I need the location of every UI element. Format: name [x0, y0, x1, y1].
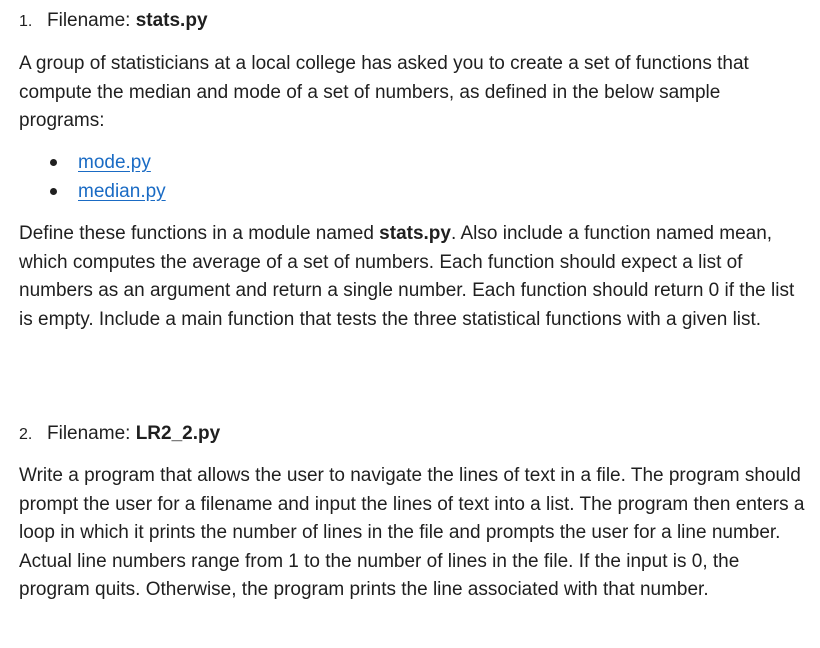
section-2-number: 2.	[19, 426, 33, 443]
section-2-body: Write a program that allows the user to navigate the lines of text in a file. The program should prompt the user for a filename and input the lines of text into a list. The program then enters a loop in which it prints the number of lines in the file and prompts the user for a line number. Actual line numbers range from 1 to the number of lines in the file. If the input is 0, the program quits. Otherwise, the program prints the line associated with that number.	[19, 465, 805, 601]
module-name: stats.py	[379, 223, 451, 244]
section-1-number: 1.	[19, 13, 33, 30]
bullet-icon	[50, 159, 57, 166]
section-1-heading	[19, 9, 208, 34]
section-2-heading	[19, 422, 220, 447]
body-text-end: . Also include a function named mean, which computes the average of a set of numbers. Each function should expect a list of numbers as an argument and return a single number. Each function should return 0 if the list is empty. Include a main function that tests the three statistical functions with a given list.	[19, 223, 795, 330]
section-1-intro: A group of statisticians at a local college has asked you to create a set of functions that compute the median and mode of a set of numbers, as defined in the below sample programs:	[19, 53, 749, 132]
bullet-icon	[50, 188, 57, 195]
body-text-start: Define these functions in a module named	[19, 223, 380, 244]
mode-py-link[interactable]: mode.py	[78, 152, 151, 173]
section-1-filename: stats.py	[135, 10, 208, 31]
median-py-link[interactable]: median.py	[78, 181, 166, 202]
section-1-body	[19, 220, 809, 334]
filename-label: Filename:	[47, 423, 131, 444]
section-2-filename: LR2_2.py	[135, 423, 221, 444]
filename-label: Filename:	[47, 10, 131, 31]
